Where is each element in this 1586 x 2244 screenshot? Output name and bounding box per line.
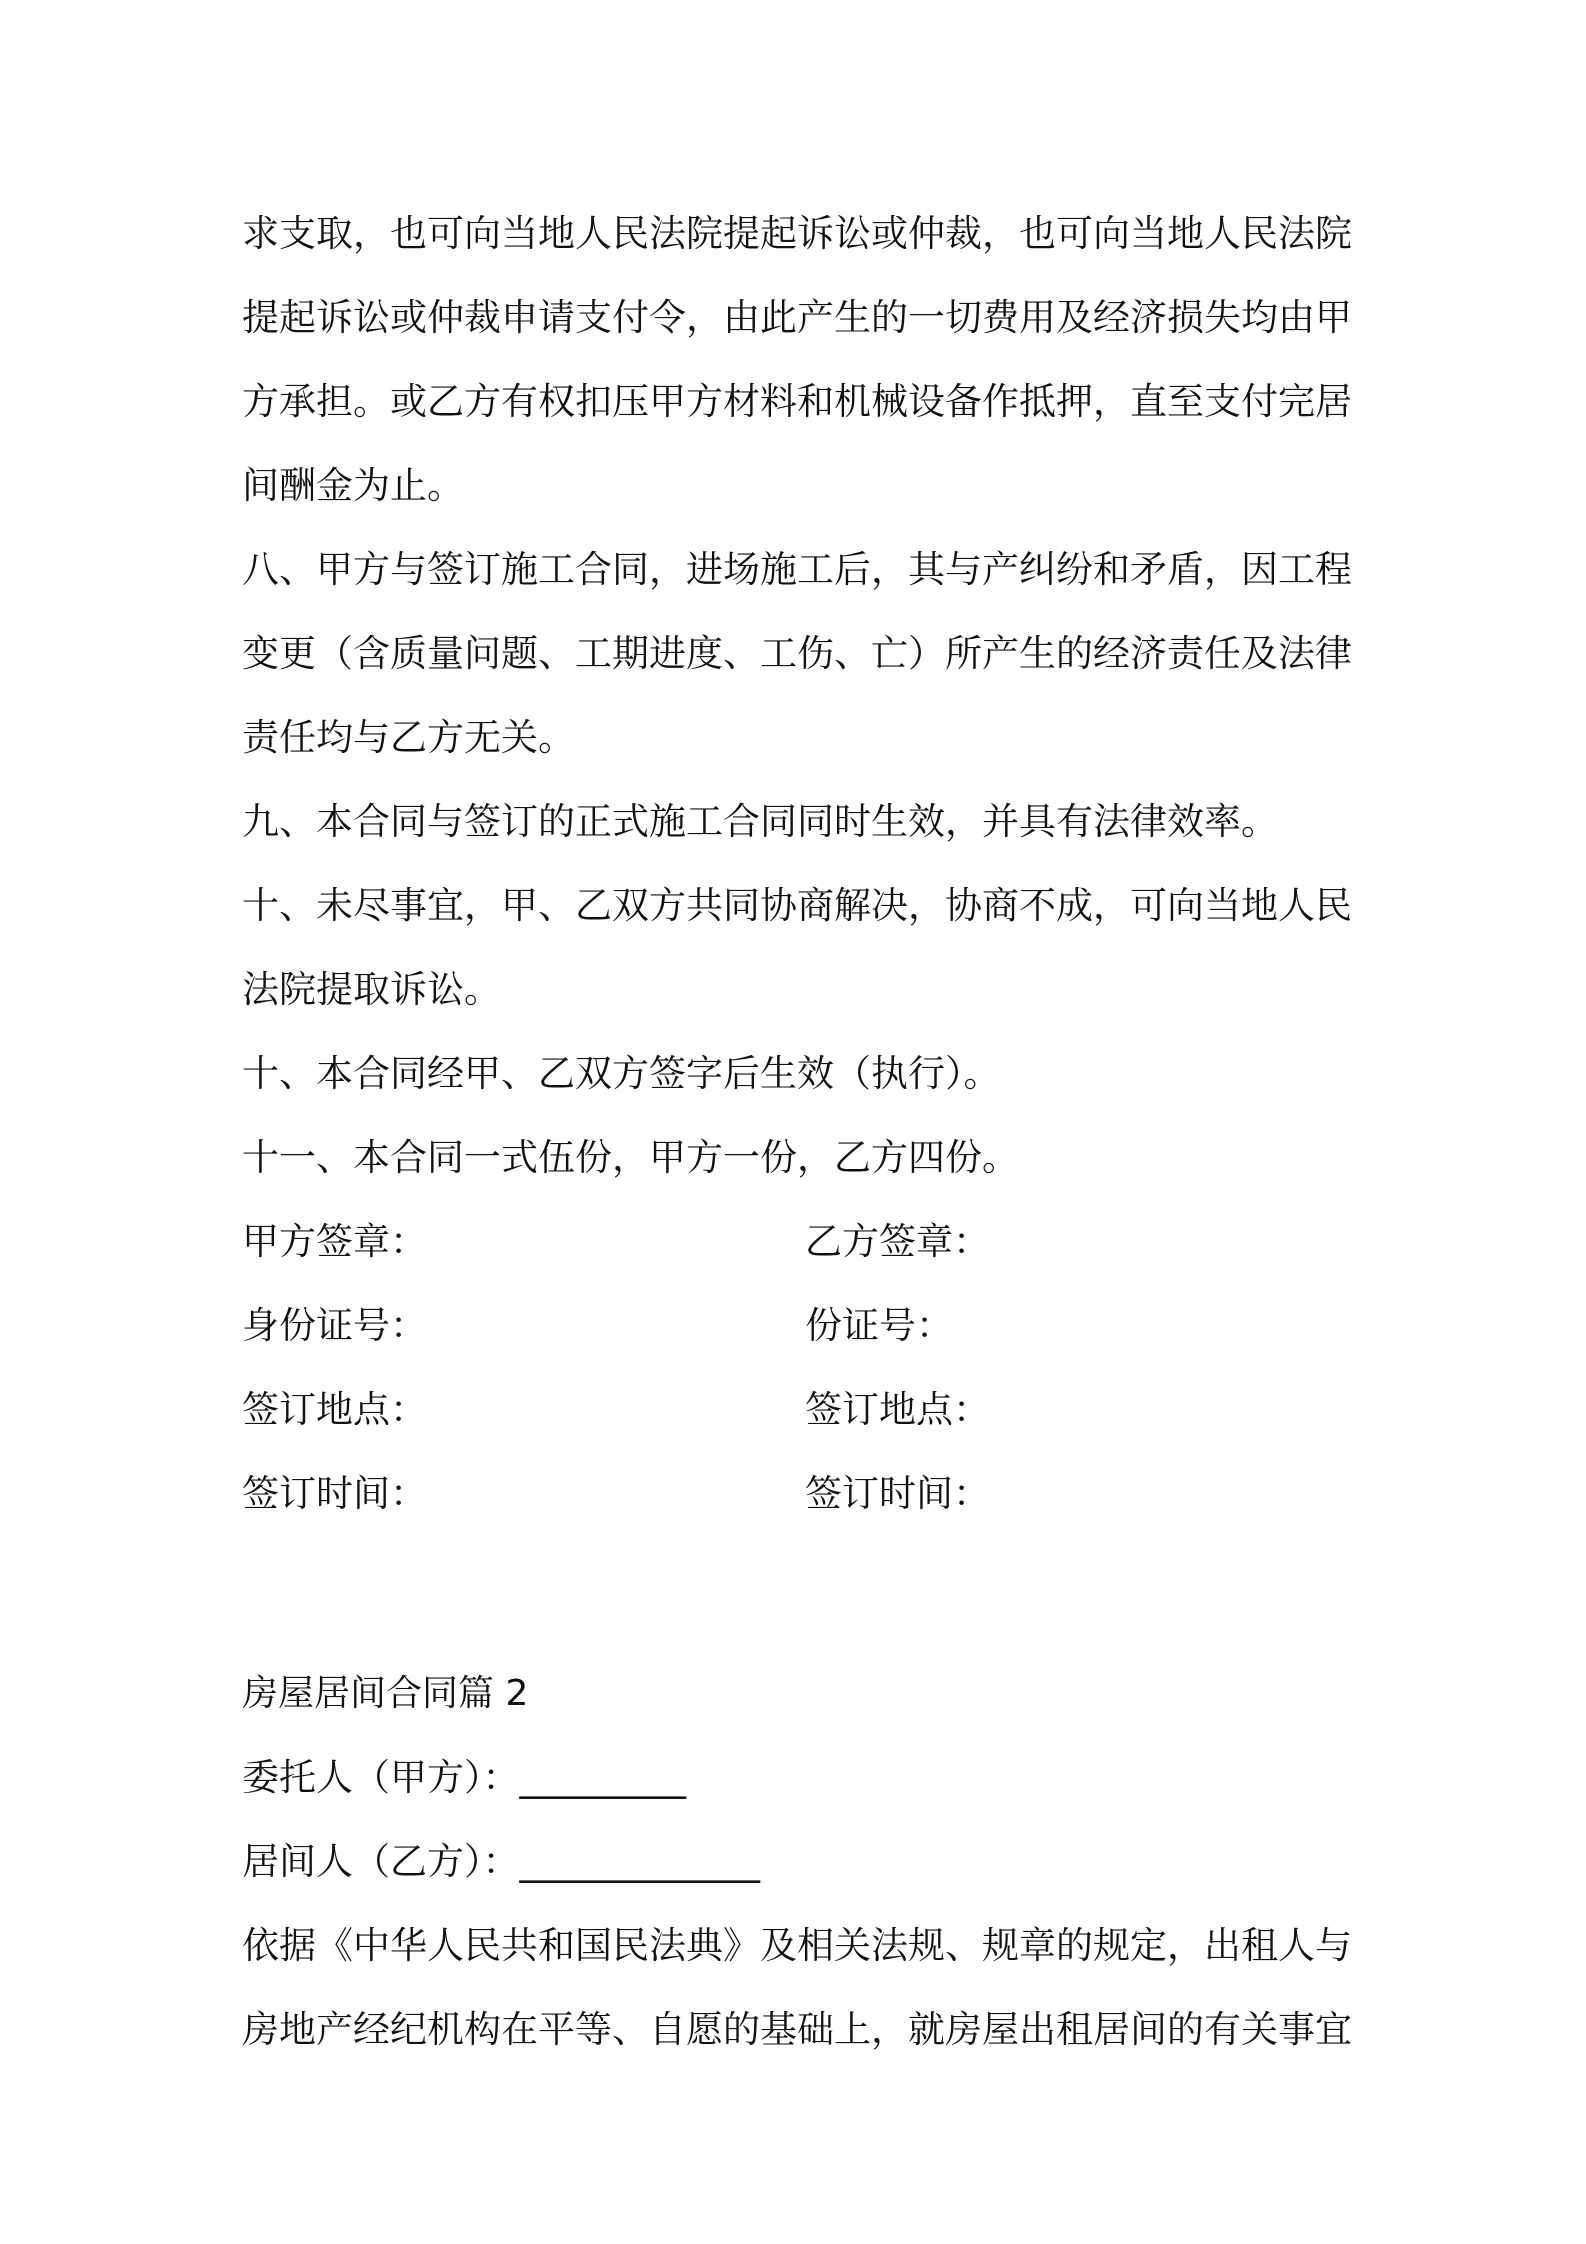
text-line: 方承担。或乙方有权扣压甲方材料和机械设备作抵押，直至支付完居 <box>242 380 1352 423</box>
clause-11 <box>242 1116 1362 1200</box>
text-line: 八、甲方与签订施工合同，进场施工后，其与产纠纷和矛盾，因工程 <box>242 548 1352 591</box>
text-line: 责任均与乙方无关。 <box>242 716 575 759</box>
text-line: 九、本合同与签订的正式施工合同同时生效，并具有法律效率。 <box>242 800 1278 843</box>
text-line: 求支取，也可向当地人民法院提起诉讼或仲裁，也可向当地人民法院 <box>242 212 1352 255</box>
party-a-place-label: 签订地点： <box>242 1388 427 1431</box>
section-2 <box>242 1652 1362 2072</box>
party-a-id-label: 身份证号： <box>242 1304 427 1347</box>
text-line: 十、本合同经甲、乙双方签字后生效（执行）。 <box>242 1052 1001 1095</box>
party-a-seal-label: 甲方签章： <box>242 1220 427 1263</box>
clause-9 <box>242 780 1362 864</box>
party-b-place-label: 签订地点： <box>805 1388 990 1431</box>
signature-row-place <box>242 1368 1362 1452</box>
text-line: 十一、本合同一式伍份，甲方一份，乙方四份。 <box>242 1136 1019 1179</box>
signature-block <box>242 1200 1362 1536</box>
section-spacer <box>242 1536 1362 1652</box>
text-line: 法院提取诉讼。 <box>242 968 501 1011</box>
text-line: 变更（含质量问题、工期进度、工伤、亡）所产生的经济责任及法律 <box>242 632 1352 675</box>
paragraph-payment-continuation <box>242 192 1362 528</box>
principal-line: 委托人（甲方）：_________ <box>242 1756 686 1799</box>
text-line: 依据《中华人民共和国民法典》及相关法规、规章的规定，出租人与 <box>242 1924 1352 1967</box>
section-title: 房屋居间合同篇 2 <box>242 1673 529 1714</box>
text-line: 房地产经纪机构在平等、自愿的基础上，就房屋出租居间的有关事宜 <box>242 2008 1352 2051</box>
text-line: 间酬金为止。 <box>242 464 464 507</box>
intermediary-line: 居间人（乙方）：_____________ <box>242 1840 760 1883</box>
signature-row-seal <box>242 1200 1362 1284</box>
party-b-time-label: 签订时间： <box>805 1472 990 1515</box>
clause-8 <box>242 528 1362 780</box>
text-line: 十、未尽事宜，甲、乙双方共同协商解决，协商不成，可向当地人民 <box>242 884 1352 927</box>
clause-10-unresolved-matters <box>242 864 1362 1032</box>
party-b-seal-label: 乙方签章： <box>805 1220 990 1263</box>
party-a-time-label: 签订时间： <box>242 1472 427 1515</box>
party-b-id-label: 份证号： <box>805 1304 953 1347</box>
signature-row-time <box>242 1452 1362 1536</box>
clause-10-effectiveness <box>242 1032 1362 1116</box>
text-line: 提起诉讼或仲裁申请支付令，由此产生的一切费用及经济损失均由甲 <box>242 296 1352 339</box>
document-body <box>242 192 1362 2072</box>
signature-row-id <box>242 1284 1362 1368</box>
